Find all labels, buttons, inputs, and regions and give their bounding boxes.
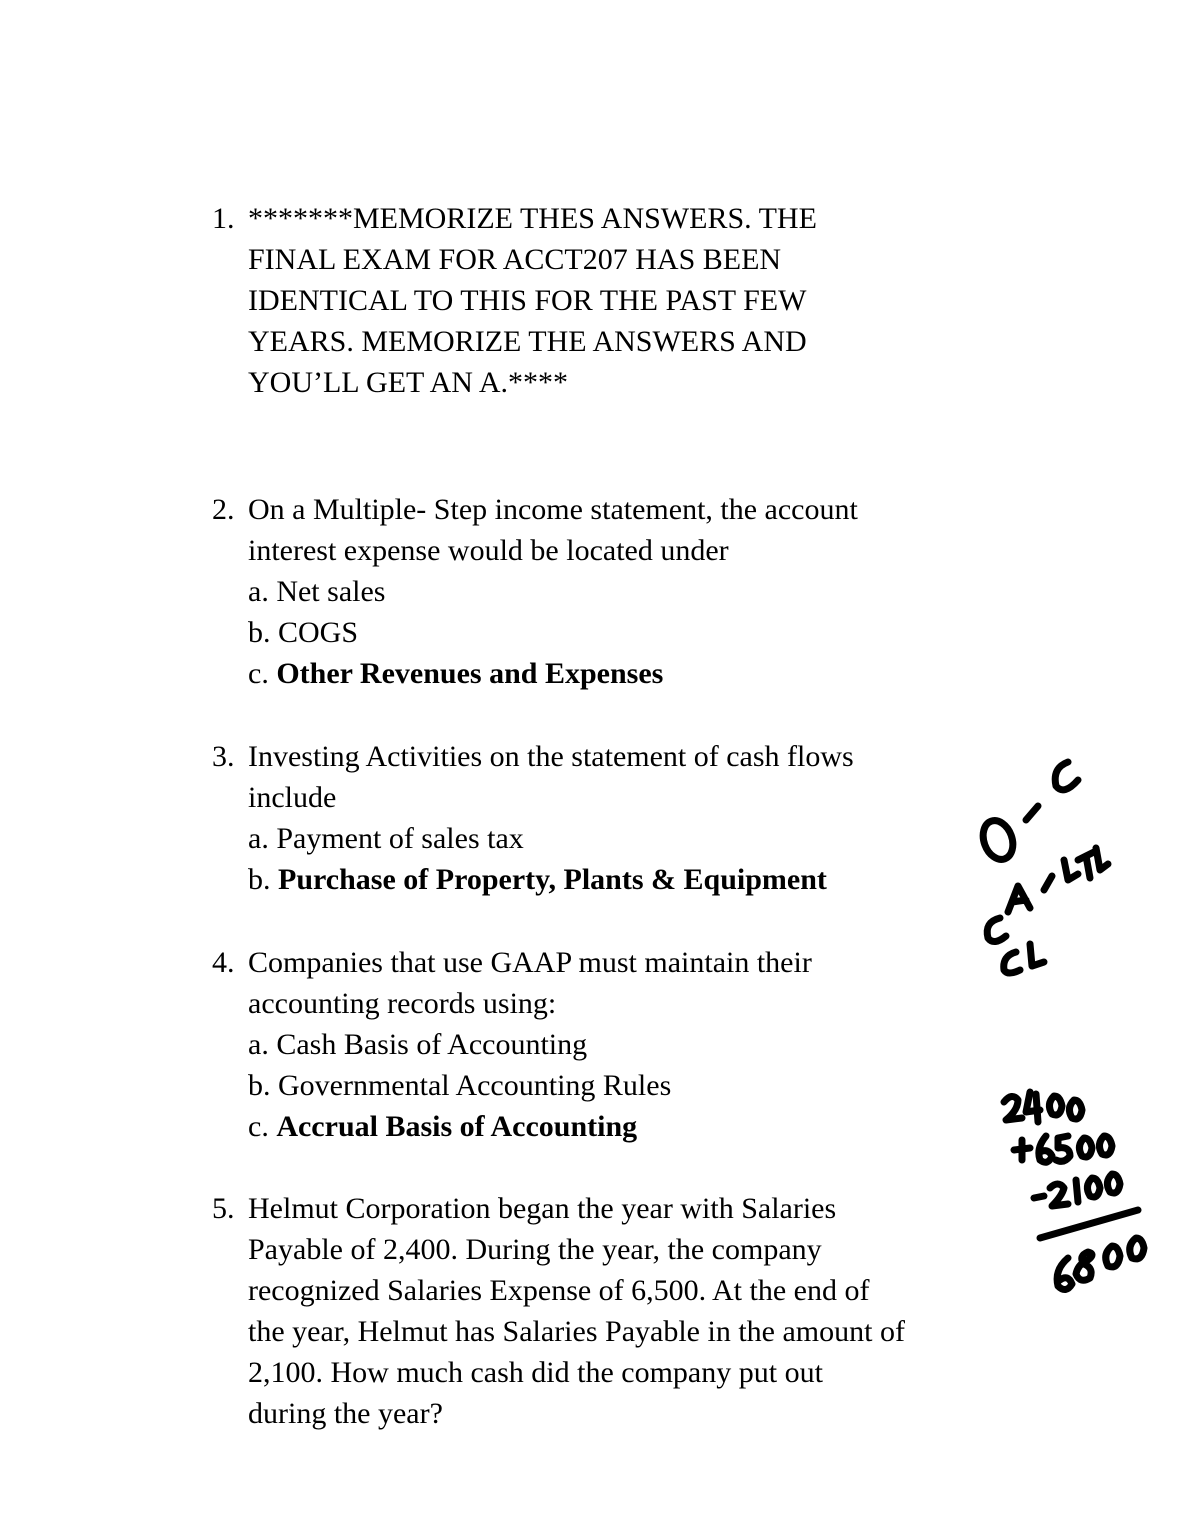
stem-line: *******MEMORIZE THES ANSWERS. THE xyxy=(248,202,817,235)
answer-option xyxy=(248,1024,1042,1065)
question-stem xyxy=(248,736,1042,818)
option-letter: a. xyxy=(248,575,269,608)
stem-line: Helmut Corporation began the year with Salaries xyxy=(248,1192,837,1225)
stem-line: include xyxy=(248,781,337,814)
stem-line: YOU’LL GET AN A.**** xyxy=(248,366,568,399)
option-letter: b. xyxy=(248,863,271,896)
option-letter: c. xyxy=(248,1110,269,1143)
stem-line: recognized Salaries Expense of 6,500. At the end of xyxy=(248,1274,870,1307)
question-stem xyxy=(248,489,1042,571)
ink xyxy=(978,762,1144,1290)
answer-option-correct xyxy=(248,1106,1042,1147)
answer-option xyxy=(248,612,1042,653)
stem-line: YEARS. MEMORIZE THE ANSWERS AND xyxy=(248,325,807,358)
question-number: 2. xyxy=(212,493,235,526)
option-text: Cash Basis of Accounting xyxy=(276,1028,588,1061)
stem-line: Payable of 2,400. During the year, the company xyxy=(248,1233,822,1266)
stem-line: IDENTICAL TO THIS FOR THE PAST FEW xyxy=(248,284,807,317)
stem-line: during the year? xyxy=(248,1397,443,1430)
handwritten-notes xyxy=(960,740,1160,1340)
stem-line: the year, Helmut has Salaries Payable in the amount of xyxy=(248,1315,905,1348)
question-number: 1. xyxy=(212,202,235,235)
question-number: 5. xyxy=(212,1192,235,1225)
question-stem xyxy=(248,198,1042,403)
question-stem xyxy=(248,1188,1042,1434)
stem-line: interest expense would be located under xyxy=(248,534,729,567)
answer-option xyxy=(248,818,1042,859)
option-letter: a. xyxy=(248,1028,269,1061)
stem-line: 2,100. How much cash did the company put out xyxy=(248,1356,823,1389)
stem-line: FINAL EXAM FOR ACCT207 HAS BEEN xyxy=(248,243,782,276)
question-4 xyxy=(212,942,1042,1147)
handwriting-drawing xyxy=(960,740,1160,1340)
question-3 xyxy=(212,736,1042,900)
option-letter: c. xyxy=(248,657,269,690)
question-1 xyxy=(212,198,1042,403)
question-5 xyxy=(212,1188,1042,1434)
option-letter: a. xyxy=(248,822,269,855)
option-letter: b. xyxy=(248,616,271,649)
option-text-correct: Other Revenues and Expenses xyxy=(276,657,664,690)
option-text-correct: Accrual Basis of Accounting xyxy=(276,1110,638,1143)
option-text-correct: Purchase of Property, Plants & Equipment xyxy=(278,863,827,896)
option-text: Payment of sales tax xyxy=(276,822,524,855)
stem-line: On a Multiple- Step income statement, the account xyxy=(248,493,858,526)
option-letter: b. xyxy=(248,1069,271,1102)
question-number: 4. xyxy=(212,946,235,979)
option-text: Governmental Accounting Rules xyxy=(278,1069,672,1102)
answer-option xyxy=(248,1065,1042,1106)
answer-option-correct xyxy=(248,859,1042,900)
question-number: 3. xyxy=(212,740,235,773)
stem-line: Investing Activities on the statement of cash flows xyxy=(248,740,854,773)
answer-option xyxy=(248,571,1042,612)
answer-option-correct xyxy=(248,653,1042,694)
question-2 xyxy=(212,489,1042,694)
option-text: COGS xyxy=(278,616,359,649)
stem-line: accounting records using: xyxy=(248,987,557,1020)
stem-line: Companies that use GAAP must maintain their xyxy=(248,946,812,979)
question-stem xyxy=(248,942,1042,1024)
option-text: Net sales xyxy=(276,575,386,608)
